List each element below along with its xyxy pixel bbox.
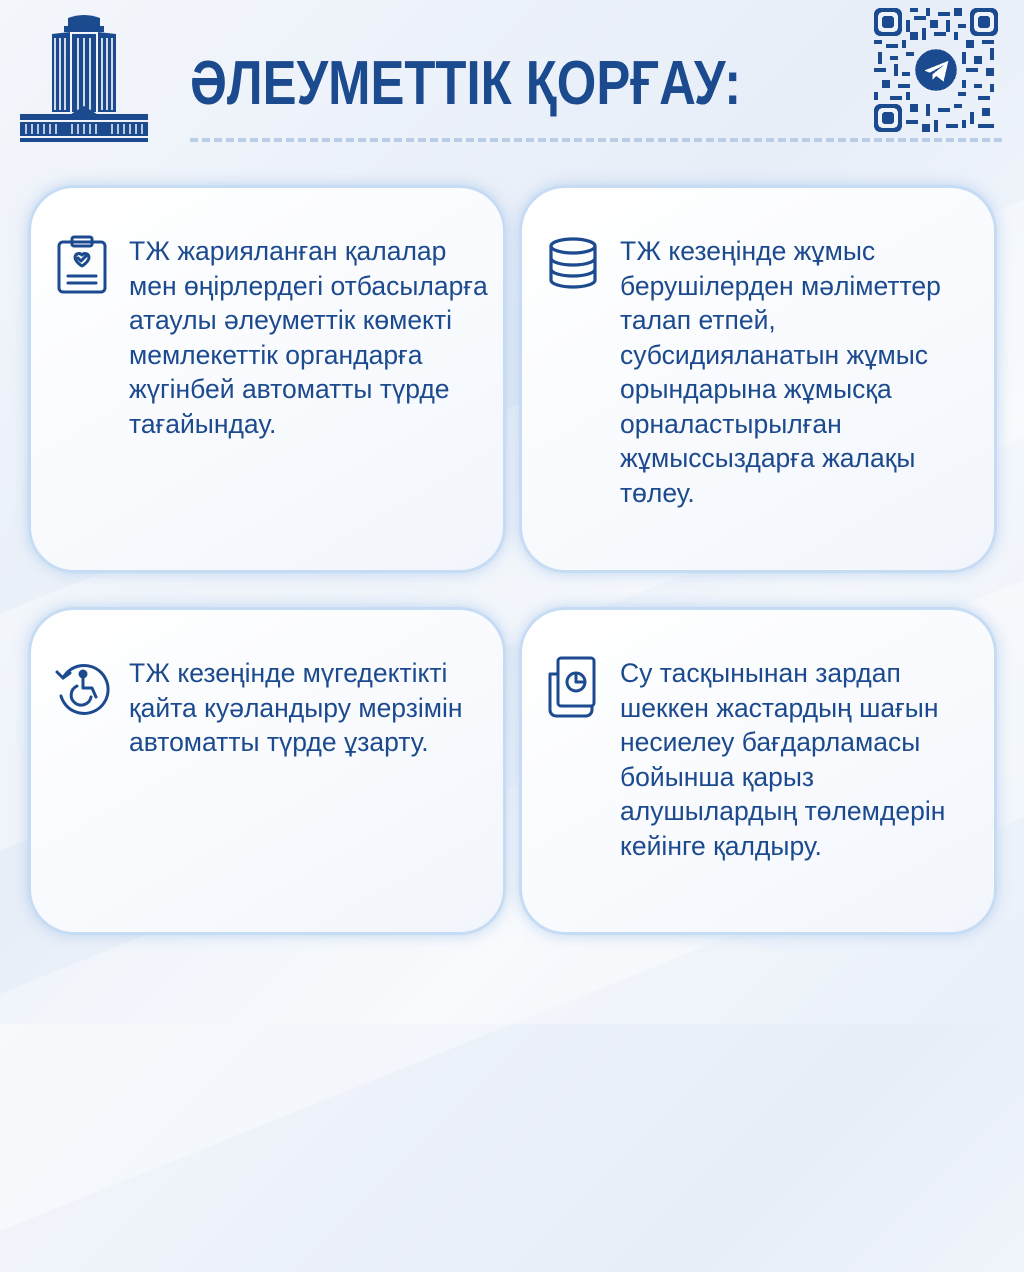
info-card: [28, 185, 506, 573]
accessibility-renew-icon: [53, 656, 111, 718]
info-card: [28, 607, 506, 935]
database-icon: [544, 234, 602, 296]
card-text: ТЖ кезеңінде жұмыс берушілерден мәліметтер талап етпей, субсидияланатын жұмыс орындарына жұмысқа орналастырылған жұмыссыздарға жалақы төлеу.: [620, 236, 941, 508]
document-chart-icon: [544, 656, 602, 718]
clipboard-check-icon: [53, 234, 111, 296]
info-card: [519, 607, 997, 935]
page-title: ӘЛЕУМЕТТІК ҚОРҒАУ:: [190, 49, 742, 118]
card-text: ТЖ кезеңінде мүгедектікті қайта куәландыру мерзімін автоматты түрде ұзарту.: [129, 658, 463, 757]
government-building-icon: [20, 12, 148, 144]
card-text: Су тасқынынан зардап шеккен жастардың шағын несиелеу бағдарламасы бойынша қарыз алушылардың төлемдерін кейінге қалдыру.: [620, 658, 946, 861]
info-card: [519, 185, 997, 573]
card-text: ТЖ жарияланған қалалар мен өңірлердегі отбасыларға атаулы әлеуметтік көмекті мемлекеттік органдарға жүгінбей автоматты түрде тағайындау.: [129, 236, 488, 439]
qr-code-icon[interactable]: [874, 8, 998, 132]
title-divider: [190, 138, 1002, 142]
